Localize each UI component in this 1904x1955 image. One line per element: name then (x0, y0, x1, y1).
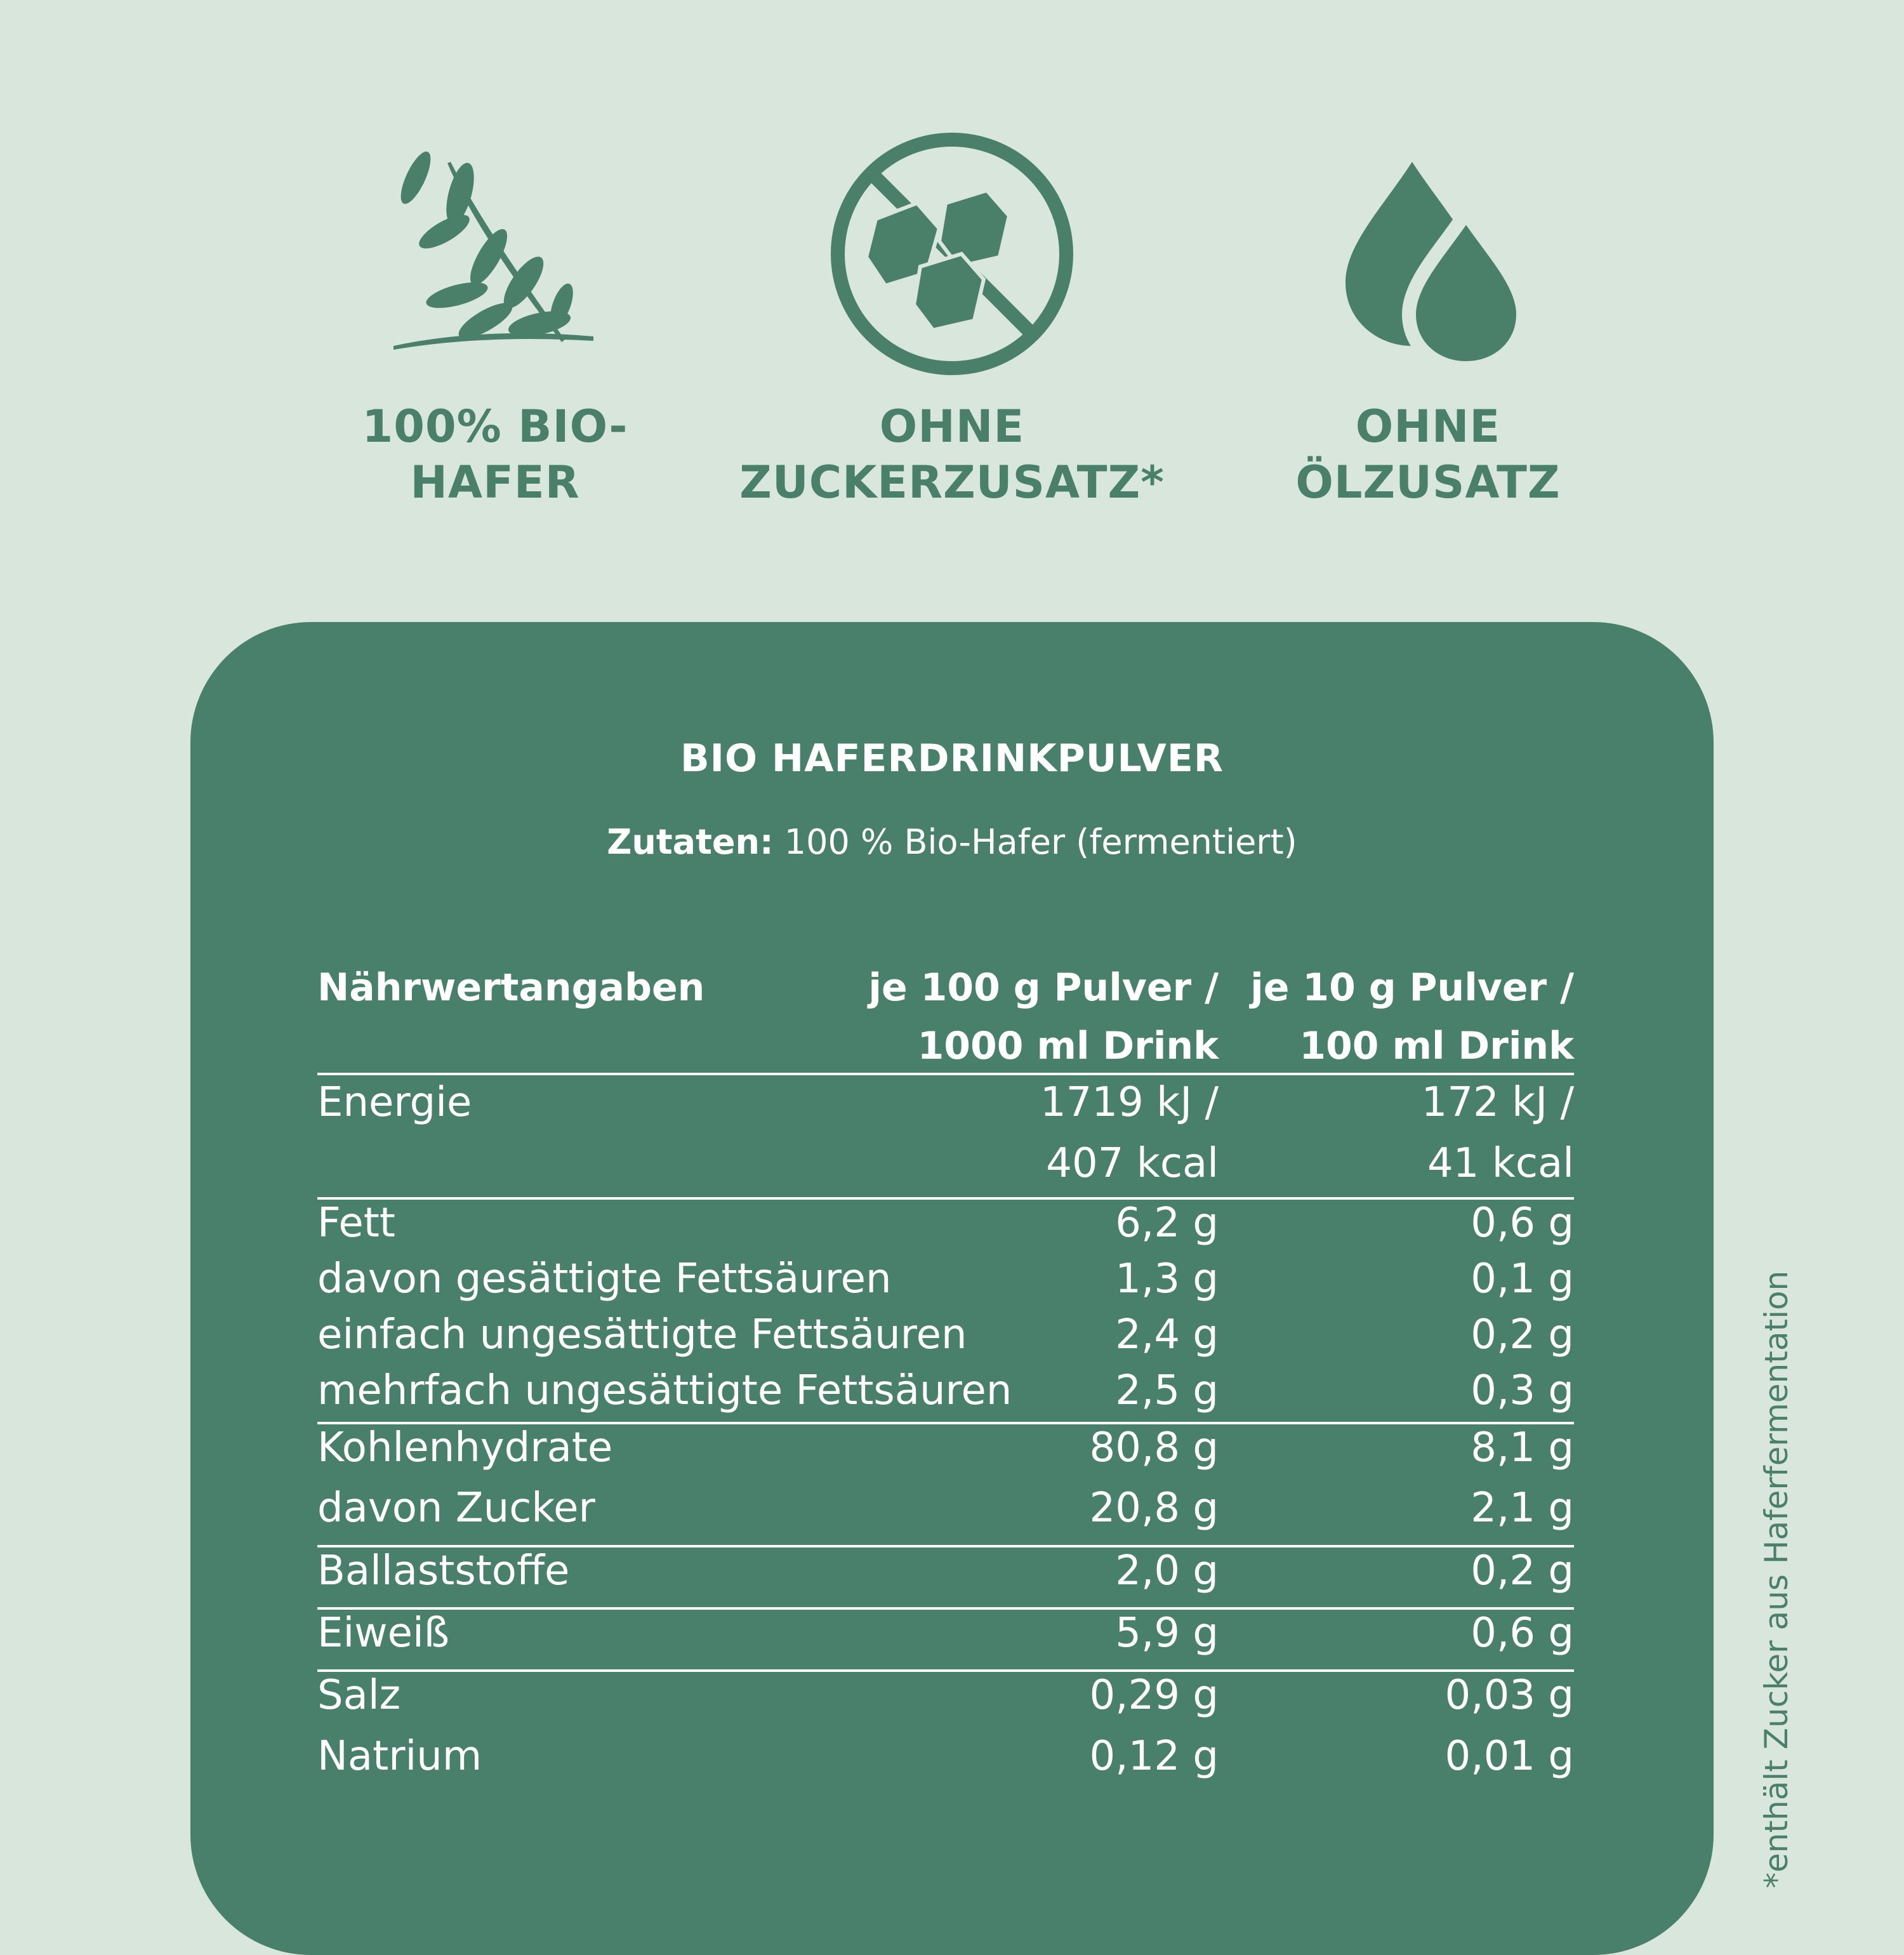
row-name: Energie (317, 1079, 472, 1126)
table-row (317, 1547, 1574, 1607)
row-value-100g: 2,4 g (1115, 1311, 1219, 1358)
row-value-100g: 20,8 g (1089, 1485, 1219, 1532)
row-name: Salz (317, 1672, 401, 1719)
row-value-10g: 0,01 g (1445, 1733, 1574, 1780)
nutrition-table (317, 958, 1574, 1799)
feature-label-line2: ÖLZUSATZ (1295, 456, 1561, 508)
ingredients-line (190, 822, 1714, 862)
table-row (317, 1256, 1574, 1311)
ingredients-value: 100 % Bio-Hafer (fermentiert) (773, 822, 1297, 862)
table-row (317, 1200, 1574, 1256)
row-value-100g: 2,5 g (1115, 1367, 1219, 1414)
row-name: davon Zucker (317, 1485, 595, 1532)
header-per-10g-line2: 100 ml Drink (1299, 1024, 1574, 1068)
row-value-10g: 0,6 g (1471, 1200, 1574, 1247)
row-value-10g: 41 kcal (1427, 1140, 1574, 1187)
row-value-100g: 80,8 g (1089, 1424, 1219, 1471)
row-value-100g: 0,29 g (1089, 1672, 1219, 1719)
feature-label-line2: HAFER (410, 456, 580, 508)
row-name: davon gesättigte Fettsäuren (317, 1256, 892, 1302)
feature-label-line1: OHNE (1355, 401, 1501, 453)
row-name: Natrium (317, 1733, 482, 1780)
header-per-10g-line1: je 10 g Pulver / (1250, 965, 1574, 1010)
header-per-100g-line2: 1000 ml Drink (917, 1024, 1219, 1068)
oat-branch-icon (374, 136, 616, 371)
table-row (317, 1424, 1574, 1485)
row-value-10g: 0,3 g (1471, 1367, 1574, 1414)
header-per-100g-line1: je 100 g Pulver / (868, 965, 1219, 1010)
row-value-10g: 0,03 g (1445, 1672, 1574, 1719)
row-value-100g: 5,9 g (1115, 1610, 1219, 1657)
row-value-10g: 8,1 g (1471, 1424, 1574, 1471)
table-row (317, 1367, 1574, 1422)
row-value-100g: 1719 kJ / (1040, 1079, 1219, 1126)
row-value-10g: 0,6 g (1471, 1610, 1574, 1657)
header-nutrients: Nährwertangaben (317, 965, 705, 1010)
row-value-100g: 2,0 g (1115, 1547, 1219, 1594)
row-value-100g: 0,12 g (1089, 1733, 1219, 1780)
header-per-10g (1250, 958, 1574, 1075)
footnote: *enthält Zucker aus Haferfermentation (1758, 1270, 1795, 1888)
oil-drops-icon (1333, 156, 1523, 371)
row-value-10g: 0,1 g (1471, 1256, 1574, 1302)
product-title: BIO HAFERDRINKPULVER (680, 736, 1224, 781)
table-row (317, 1485, 1574, 1545)
row-name: einfach ungesättigte Fettsäuren (317, 1311, 967, 1358)
table-header (317, 958, 1574, 1073)
table-row (317, 1672, 1574, 1733)
feature-label-line1: 100% BIO- (362, 401, 628, 453)
row-value-10g: 2,1 g (1471, 1485, 1574, 1532)
table-row (317, 1140, 1574, 1197)
row-name: Kohlenhydrate (317, 1424, 613, 1471)
row-value-10g: 172 kJ / (1421, 1079, 1574, 1126)
row-name: Fett (317, 1200, 395, 1247)
table-row (317, 1733, 1574, 1794)
row-name: mehrfach ungesättigte Fettsäuren (317, 1367, 1012, 1414)
row-name: Eiweiß (317, 1610, 450, 1657)
no-sugar-icon (825, 127, 1079, 381)
row-name: Ballaststoffe (317, 1547, 570, 1594)
row-value-100g: 1,3 g (1115, 1256, 1219, 1302)
row-value-10g: 0,2 g (1471, 1547, 1574, 1594)
feature-label-line1: OHNE (879, 401, 1025, 453)
row-value-100g: 407 kcal (1046, 1140, 1219, 1187)
table-row (317, 1311, 1574, 1367)
ingredients-label: Zutaten: (607, 822, 774, 862)
header-per-100g (868, 958, 1219, 1075)
row-value-100g: 6,2 g (1115, 1200, 1219, 1247)
feature-label-line2: ZUCKERZUSATZ* (739, 456, 1165, 508)
table-row (317, 1610, 1574, 1669)
table-row (317, 1079, 1574, 1140)
nutrition-panel (190, 622, 1714, 1955)
row-value-10g: 0,2 g (1471, 1311, 1574, 1358)
